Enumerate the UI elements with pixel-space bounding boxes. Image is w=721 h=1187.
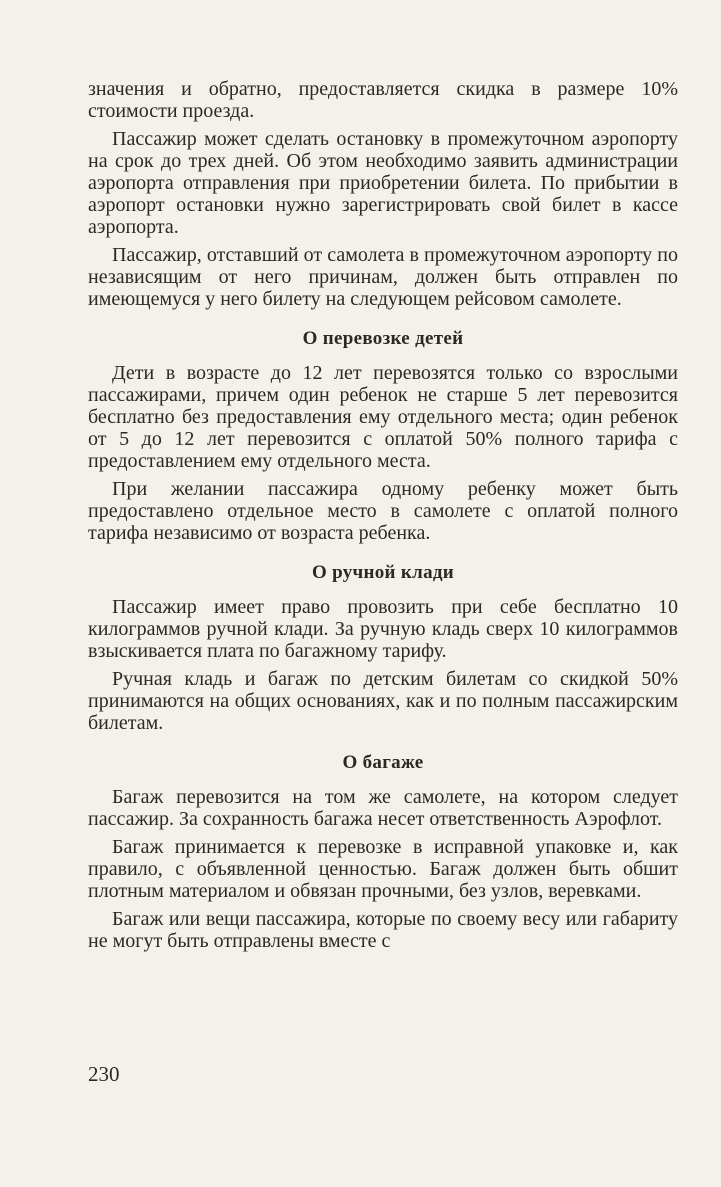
section-hand-luggage: [88, 562, 678, 734]
section-baggage: [88, 752, 678, 952]
paragraph: Багаж перевозится на том же самолете, на котором следует пассажир. За сохранность багажа несет ответственность Аэрофлот.: [88, 786, 678, 830]
paragraph: значения и обратно, предоставляется скидка в размере 10% стоимости проезда.: [88, 78, 678, 122]
paragraph: Дети в возрасте до 12 лет перевозятся только со взрослыми пассажирами, причем один ребенок не старше 5 лет перевозится бесплатно без предоставления ему отдельного места; один ребенок от 5 до 12 лет перевозится с оплатой 50% полного тарифа с предоставлением ему отдельного места.: [88, 362, 678, 472]
paragraph: Пассажир, отставший от самолета в промежуточном аэропорту по независящим от него причинам, должен быть отправлен по имеющемуся у него билету на следующем рейсовом самолете.: [88, 244, 678, 310]
paragraph: Пассажир имеет право провозить при себе бесплатно 10 килограммов ручной клади. За ручную кладь сверх 10 килограммов взыскивается плата по багажному тарифу.: [88, 596, 678, 662]
paragraph: Багаж принимается к перевозке в исправной упаковке и, как правило, с объявленной ценностью. Багаж должен быть обшит плотным материалом и обвязан прочными, без узлов, веревками.: [88, 836, 678, 902]
section-heading: О перевозке детей: [302, 328, 464, 349]
paragraph: При желании пассажира одному ребенку может быть предоставлено отдельное место в самолете с оплатой полного тарифа независимо от возраста ребенка.: [88, 478, 678, 544]
section-ticket-rules: [88, 78, 678, 310]
section-heading: О багаже: [342, 752, 424, 773]
page-number: 230: [88, 1062, 120, 1086]
paragraph: Пассажир может сделать остановку в промежуточном аэропорту на срок до трех дней. Об этом необходимо заявить администрации аэропорта отправления при приобретении билета. По прибытии в аэропорт остановки нужно зарегистрировать свой билет в кассе аэропорта.: [88, 128, 678, 238]
section-children: [88, 328, 678, 544]
section-heading: О ручной клади: [311, 562, 455, 583]
book-page: [88, 78, 678, 1118]
paragraph: Ручная кладь и багаж по детским билетам со скидкой 50% принимаются на общих основаниях, как и по полным пассажирским билетам.: [88, 668, 678, 734]
paragraph: Багаж или вещи пассажира, которые по своему весу или габариту не могут быть отправлены вместе с: [88, 908, 678, 952]
